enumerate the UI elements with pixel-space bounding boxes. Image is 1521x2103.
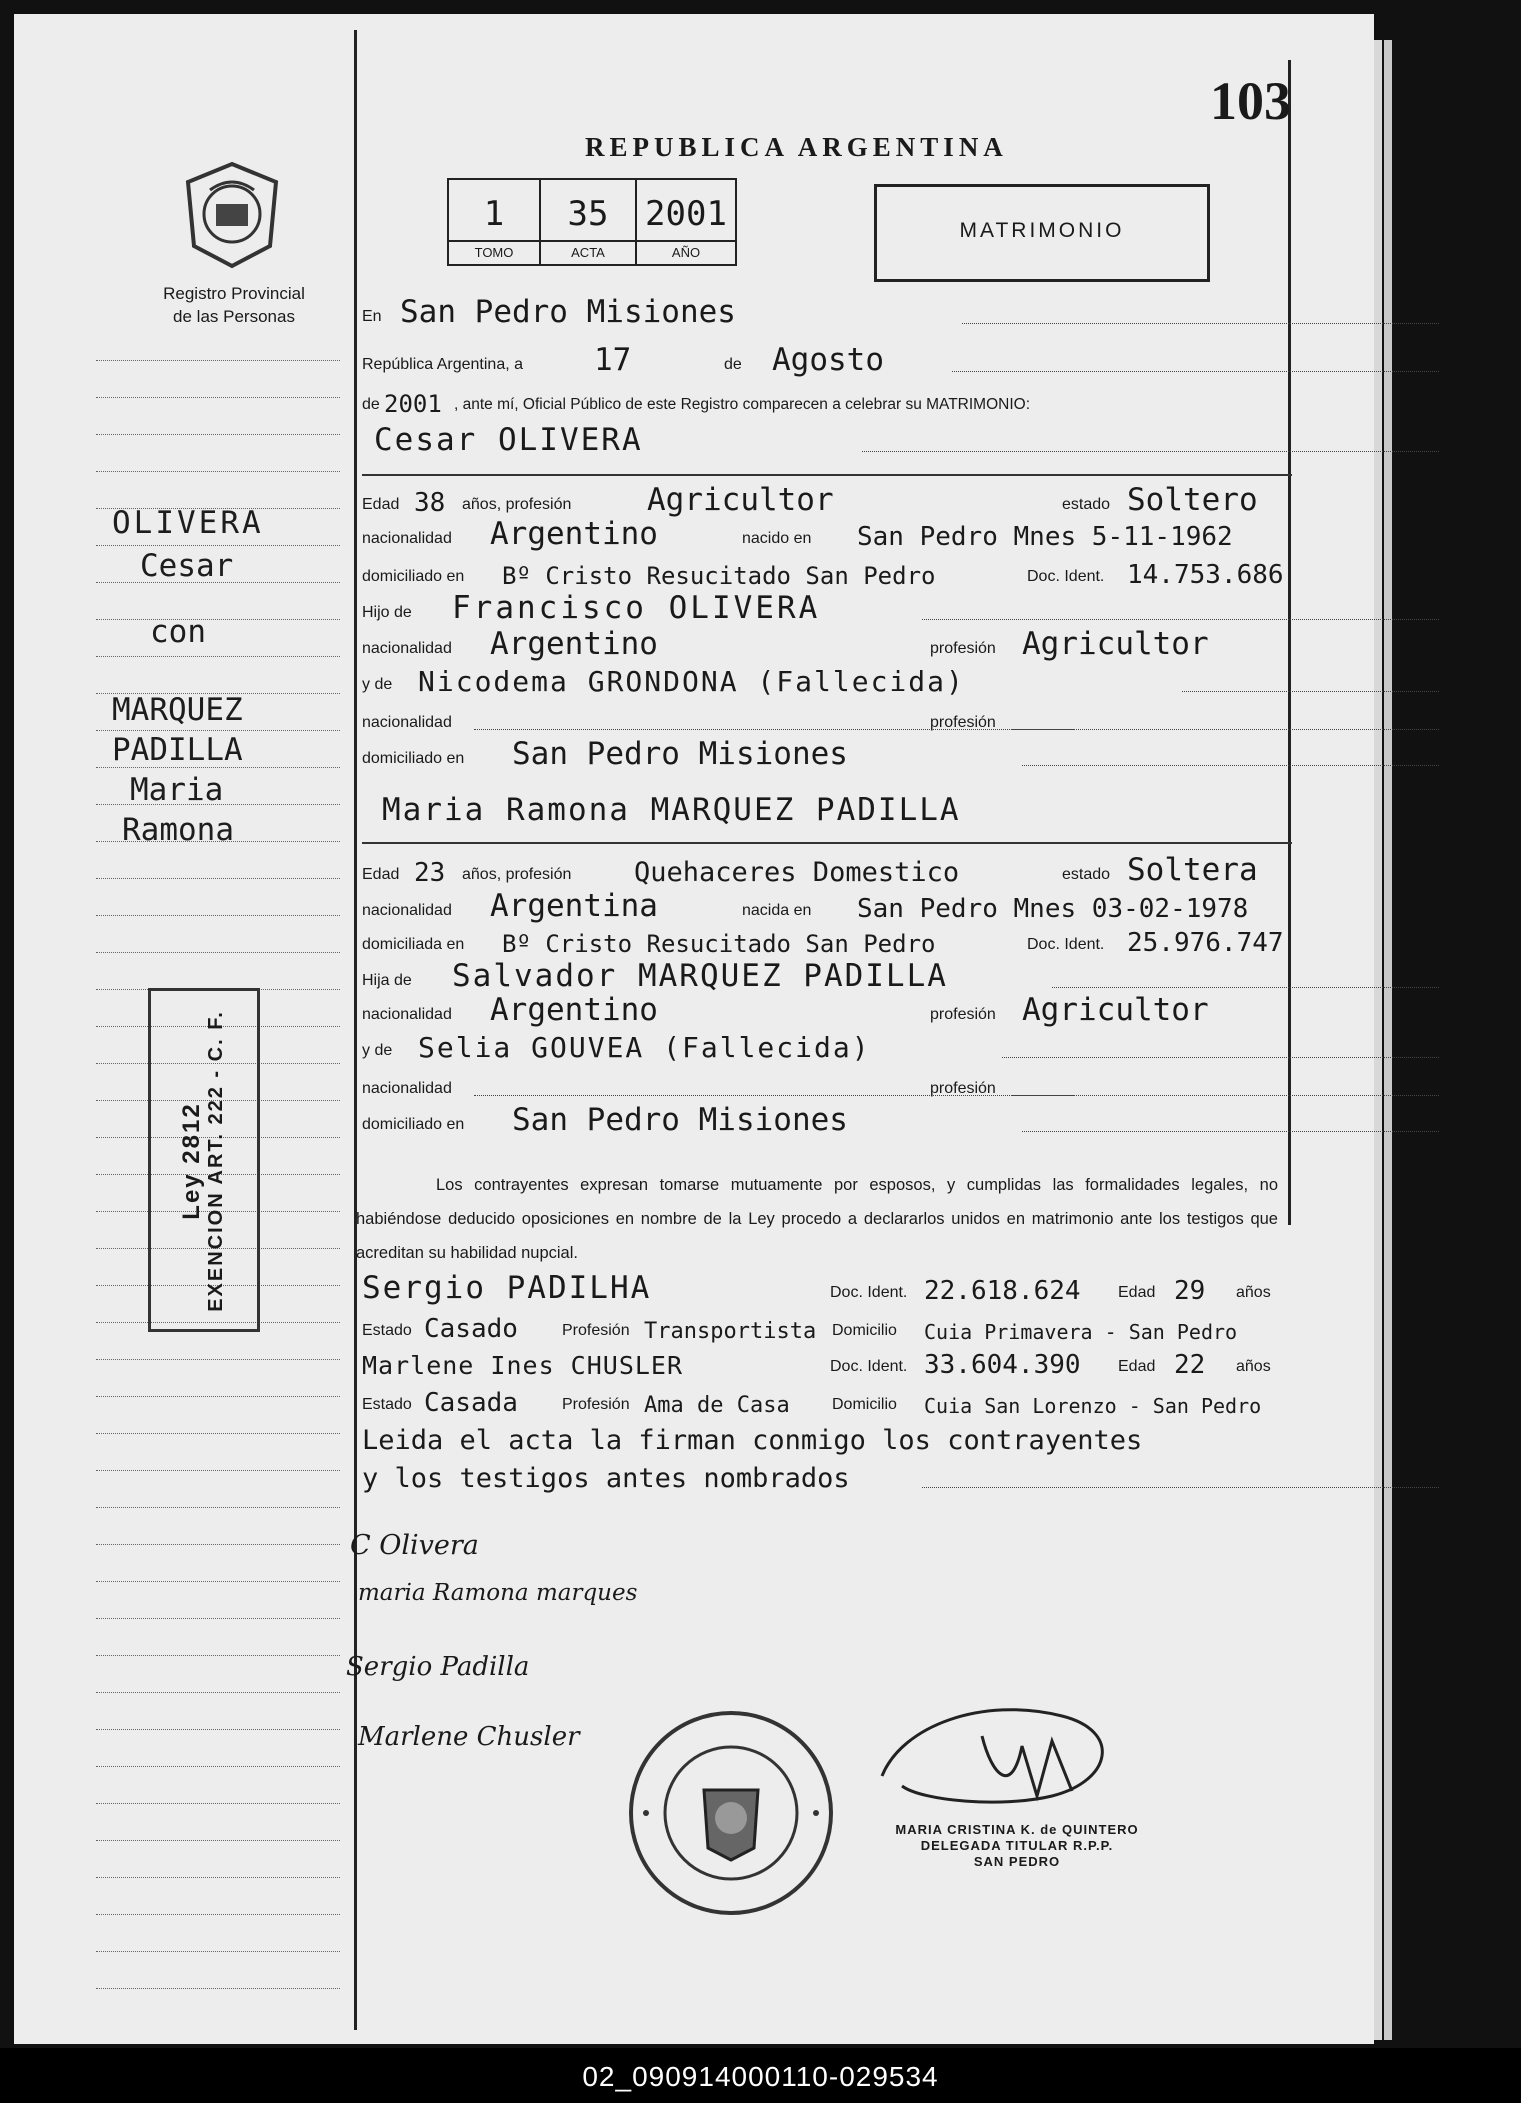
- de-label: de: [362, 396, 380, 413]
- margin-bride-surname2: PADILLA: [112, 732, 243, 768]
- bride-name-row: [362, 790, 1439, 828]
- year-value: 2001: [384, 390, 442, 418]
- groom-father-profession: Agricultor: [1022, 626, 1209, 662]
- groom-name: Cesar OLIVERA: [374, 422, 643, 458]
- groom-father-nationality: Argentino: [490, 626, 658, 662]
- intro-text: , ante mí, Oficial Público de este Registro comparecen a celebrar su MATRIMONIO:: [454, 396, 1031, 413]
- margin-ruled-line: [96, 1544, 340, 1545]
- law-exemption-stamp: [148, 988, 260, 1332]
- bride-address-row: [362, 920, 1439, 958]
- y-de-label: y de: [362, 1042, 393, 1059]
- witness2-address: Cuia San Lorenzo - San Pedro: [924, 1394, 1262, 1418]
- margin-ruled-line: [96, 397, 340, 398]
- bride-age-row: [362, 850, 1439, 888]
- groom-civil-status: Soltero: [1127, 482, 1258, 518]
- groom-father-row: [362, 588, 1439, 626]
- margin-ruled-line: [96, 360, 340, 361]
- profesion-label: profesión: [930, 640, 996, 657]
- signature-bride: maria Ramona marques: [358, 1580, 638, 1606]
- country-heading: REPUBLICA ARGENTINA: [585, 132, 1008, 162]
- margin-ruled-line: [96, 656, 340, 657]
- profesion-label: profesión: [930, 1080, 996, 1097]
- profesion-label: años, profesión: [462, 866, 572, 883]
- tomo-value: 1: [483, 194, 505, 234]
- margin-ruled-line: [96, 915, 340, 916]
- witness2-doc: 33.604.390: [924, 1350, 1081, 1380]
- domicilio-label: Domicilio: [832, 1322, 897, 1339]
- witness1-age: 29: [1174, 1276, 1206, 1306]
- estado-label: Estado: [362, 1396, 412, 1413]
- edad-label: Edad: [1118, 1284, 1156, 1301]
- margin-ruled-line: [96, 1581, 340, 1582]
- bride-father-nationality: Argentino: [490, 992, 658, 1028]
- witness1-doc: 22.618.624: [924, 1276, 1081, 1306]
- anio-cell: [637, 180, 735, 264]
- margin-groom-name: Cesar: [140, 548, 234, 584]
- hija-label: Hija de: [362, 972, 412, 989]
- registry-line: de las Personas: [173, 307, 295, 326]
- tomo-label: TOMO: [449, 240, 539, 264]
- domiciliado-label: domiciliado en: [362, 750, 465, 767]
- doc-label: Doc. Ident.: [1027, 568, 1105, 585]
- delegation-round-seal-icon: [626, 1708, 836, 1918]
- edad-label: Edad: [362, 496, 400, 513]
- groom-name-row: [362, 420, 1439, 458]
- year-row: [362, 380, 1439, 418]
- groom-mother-nat-row: [362, 698, 1439, 736]
- closing-row-1: [362, 1418, 1439, 1456]
- margin-ruled-line: [96, 1470, 340, 1471]
- place-value: San Pedro Misiones: [400, 294, 736, 330]
- law-stamp-text: [180, 986, 228, 1336]
- edad-label: Edad: [1118, 1358, 1156, 1375]
- margin-ruled-line: [96, 1618, 340, 1619]
- margin-ruled-line: [96, 1914, 340, 1915]
- registry-name: [124, 282, 344, 328]
- groom-doc: 14.753.686: [1127, 560, 1284, 590]
- law-stamp-line: EXENCION ART. 222 - C. F.: [205, 1010, 227, 1312]
- de-label: de: [724, 356, 742, 373]
- official-place: SAN PEDRO: [973, 1854, 1061, 1869]
- record-type: MATRIMONIO: [959, 219, 1125, 242]
- acta-cell: [541, 180, 637, 264]
- day-value: 17: [594, 342, 632, 378]
- declaration-text: Los contrayentes expresan tomarse mutuamente por esposos, y cumplidas las formalidades legales, no habiéndose deducido oposiciones en nombre de la Ley procedo a declararlos unidos en matrimonio ante los testigos que acreditan su habilidad nupcial.: [356, 1176, 1278, 1262]
- hijo-label: Hijo de: [362, 604, 412, 621]
- bride-nationality: Argentina: [490, 888, 658, 924]
- anio-value: 2001: [645, 194, 727, 234]
- estado-label: estado: [1062, 496, 1111, 513]
- witness1-name: Sergio PADILHA: [362, 1270, 652, 1306]
- witness2-name: Marlene Ines CHUSLER: [362, 1351, 684, 1380]
- closing-line: y los testigos antes nombrados: [362, 1463, 850, 1494]
- estado-label: Estado: [362, 1322, 412, 1339]
- bride-father-nat-row: [362, 990, 1439, 1028]
- witness1-address: Cuia Primavera - San Pedro: [924, 1320, 1238, 1344]
- bride-father-row: [362, 956, 1439, 994]
- profesion-label: años, profesión: [462, 496, 572, 513]
- domiciliada-label: domiciliada en: [362, 936, 465, 953]
- bride-nationality-row: [362, 886, 1439, 924]
- anio-label: AÑO: [637, 240, 735, 264]
- month-value: Agosto: [772, 342, 884, 378]
- bride-doc: 25.976.747: [1127, 928, 1284, 958]
- bride-father-profession: Agricultor: [1022, 992, 1209, 1028]
- margin-ruled-line: [96, 1729, 340, 1730]
- doc-label: Doc. Ident.: [830, 1358, 908, 1375]
- anios-label: años: [1236, 1358, 1271, 1375]
- margin-bride-name2: Ramona: [122, 812, 234, 848]
- signature-groom: C Olivera: [350, 1530, 479, 1561]
- acta-box: [447, 178, 737, 266]
- margin-ruled-line: [96, 1433, 340, 1434]
- record-type-box: [874, 184, 1210, 282]
- margin-ruled-line: [96, 545, 340, 546]
- margin-con: con: [150, 614, 206, 650]
- closing-line: Leida el acta la firman conmigo los contrayentes: [362, 1425, 1143, 1456]
- edad-label: Edad: [362, 866, 400, 883]
- official-name: MARIA CRISTINA K. de QUINTERO: [895, 1822, 1139, 1837]
- official-title: DELEGADA TITULAR R.P.P.: [920, 1838, 1114, 1853]
- signature-witness1: Sergio Padilla: [346, 1652, 530, 1682]
- profesion-label: Profesión: [562, 1322, 630, 1339]
- bride-address: Bº Cristo Resucitado San Pedro: [502, 930, 936, 958]
- groom-father: Francisco OLIVERA: [452, 590, 821, 626]
- witness2-age: 22: [1174, 1350, 1206, 1380]
- scan-id: 02_090914000110-029534: [582, 2061, 939, 2092]
- margin-ruled-line: [96, 1877, 340, 1878]
- nacionalidad-label: nacionalidad: [362, 530, 452, 547]
- anios-label: años: [1236, 1284, 1271, 1301]
- groom-address-row: [362, 552, 1439, 590]
- witness1-row: [362, 1268, 1439, 1306]
- witness1-details-row: [362, 1306, 1439, 1344]
- groom-birth: San Pedro Mnes 5-11-1962: [857, 522, 1233, 552]
- bride-age: 23: [414, 858, 446, 888]
- bride-birth: San Pedro Mnes 03-02-1978: [857, 894, 1249, 924]
- margin-ruled-line: [96, 1840, 340, 1841]
- doc-label: Doc. Ident.: [830, 1284, 908, 1301]
- section-rule: [362, 842, 1292, 844]
- margin-ruled-line: [96, 1803, 340, 1804]
- margin-ruled-line: [96, 730, 340, 731]
- witness2-profession: Ama de Casa: [644, 1393, 790, 1418]
- estado-label: estado: [1062, 866, 1111, 883]
- groom-mother-row: [362, 660, 1439, 698]
- section-rule: [362, 474, 1292, 476]
- groom-father-nat-row: [362, 624, 1439, 662]
- margin-ruled-line: [96, 1396, 340, 1397]
- page-number: 103: [1210, 71, 1291, 131]
- groom-parents-address-row: [362, 734, 1439, 772]
- profesion-label: profesión: [930, 714, 996, 731]
- nacida-label: nacida en: [742, 902, 812, 919]
- doc-label: Doc. Ident.: [1027, 936, 1105, 953]
- witness1-profession: Transportista: [644, 1319, 817, 1344]
- bride-parents-address: San Pedro Misiones: [512, 1102, 848, 1138]
- y-de-label: y de: [362, 676, 393, 693]
- groom-nationality-row: [362, 514, 1439, 552]
- groom-address: Bº Cristo Resucitado San Pedro: [502, 562, 936, 590]
- bride-mother-row: [362, 1026, 1439, 1064]
- groom-profession: Agricultor: [647, 482, 834, 518]
- margin-ruled-line: [96, 1988, 340, 1989]
- margin-ruled-line: [96, 1951, 340, 1952]
- witness2-row: [362, 1342, 1439, 1380]
- official-signature-icon: [862, 1686, 1142, 1836]
- closing-row-2: [362, 1456, 1439, 1494]
- nacionalidad-label: nacionalidad: [362, 1006, 452, 1023]
- groom-parents-address: San Pedro Misiones: [512, 736, 848, 772]
- bride-parents-address-row: [362, 1100, 1439, 1138]
- witness1-civil-status: Casado: [424, 1314, 518, 1344]
- margin-groom-surname: OLIVERA: [112, 505, 264, 541]
- province-coat-of-arms-icon: [180, 160, 284, 270]
- margin-ruled-line: [96, 1655, 340, 1656]
- witness2-details-row: [362, 1380, 1439, 1418]
- groom-age: 38: [414, 488, 446, 518]
- nacionalidad-label: nacionalidad: [362, 714, 452, 731]
- nacionalidad-label: nacionalidad: [362, 640, 452, 657]
- nacionalidad-label: nacionalidad: [362, 902, 452, 919]
- signature-witness2: Marlene Chusler: [358, 1722, 580, 1752]
- bride-mother-nat-row: [362, 1064, 1439, 1102]
- margin-ruled-line: [96, 1507, 340, 1508]
- tomo-cell: [449, 180, 541, 264]
- margin-ruled-line: [96, 471, 340, 472]
- groom-age-row: [362, 480, 1439, 518]
- margin-bride-surname1: MARQUEZ: [112, 692, 243, 728]
- groom-nationality: Argentino: [490, 516, 658, 552]
- date-row: [362, 340, 1439, 378]
- acta-label: ACTA: [541, 240, 635, 264]
- domiciliado-label: domiciliado en: [362, 1116, 465, 1133]
- place-row: [362, 292, 1439, 330]
- margin-ruled-line: [96, 619, 340, 620]
- profesion-label: Profesión: [562, 1396, 630, 1413]
- domiciliado-label: domiciliado en: [362, 568, 465, 585]
- nacionalidad-label: nacionalidad: [362, 1080, 452, 1097]
- nacido-label: nacido en: [742, 530, 812, 547]
- witness2-civil-status: Casada: [424, 1388, 518, 1418]
- law-stamp-line: Ley 2812: [178, 1102, 205, 1220]
- margin-bride-name1: Maria: [130, 772, 224, 808]
- margin-ruled-line: [96, 434, 340, 435]
- profesion-label: profesión: [930, 1006, 996, 1023]
- groom-mother: Nicodema GRONDONA (Fallecida): [418, 665, 965, 698]
- margin-ruled-line: [96, 1359, 340, 1360]
- margin-ruled-line: [96, 878, 340, 879]
- margin-ruled-line: [96, 1692, 340, 1693]
- margin-line: [354, 30, 357, 2030]
- republica-label: República Argentina, a: [362, 356, 523, 373]
- official-name-block: [872, 1822, 1162, 1870]
- bride-profession: Quehaceres Domestico: [634, 857, 960, 888]
- bride-civil-status: Soltera: [1127, 852, 1258, 888]
- acta-value: 35: [567, 194, 609, 234]
- en-label: En: [362, 308, 382, 325]
- domicilio-label: Domicilio: [832, 1396, 897, 1413]
- registry-line: Registro Provincial: [163, 284, 305, 303]
- bride-mother: Selia GOUVEA (Fallecida): [418, 1031, 871, 1064]
- margin-ruled-line: [96, 952, 340, 953]
- bride-father: Salvador MARQUEZ PADILLA: [452, 958, 948, 994]
- bride-name: Maria Ramona MARQUEZ PADILLA: [382, 792, 961, 828]
- margin-ruled-line: [96, 1766, 340, 1767]
